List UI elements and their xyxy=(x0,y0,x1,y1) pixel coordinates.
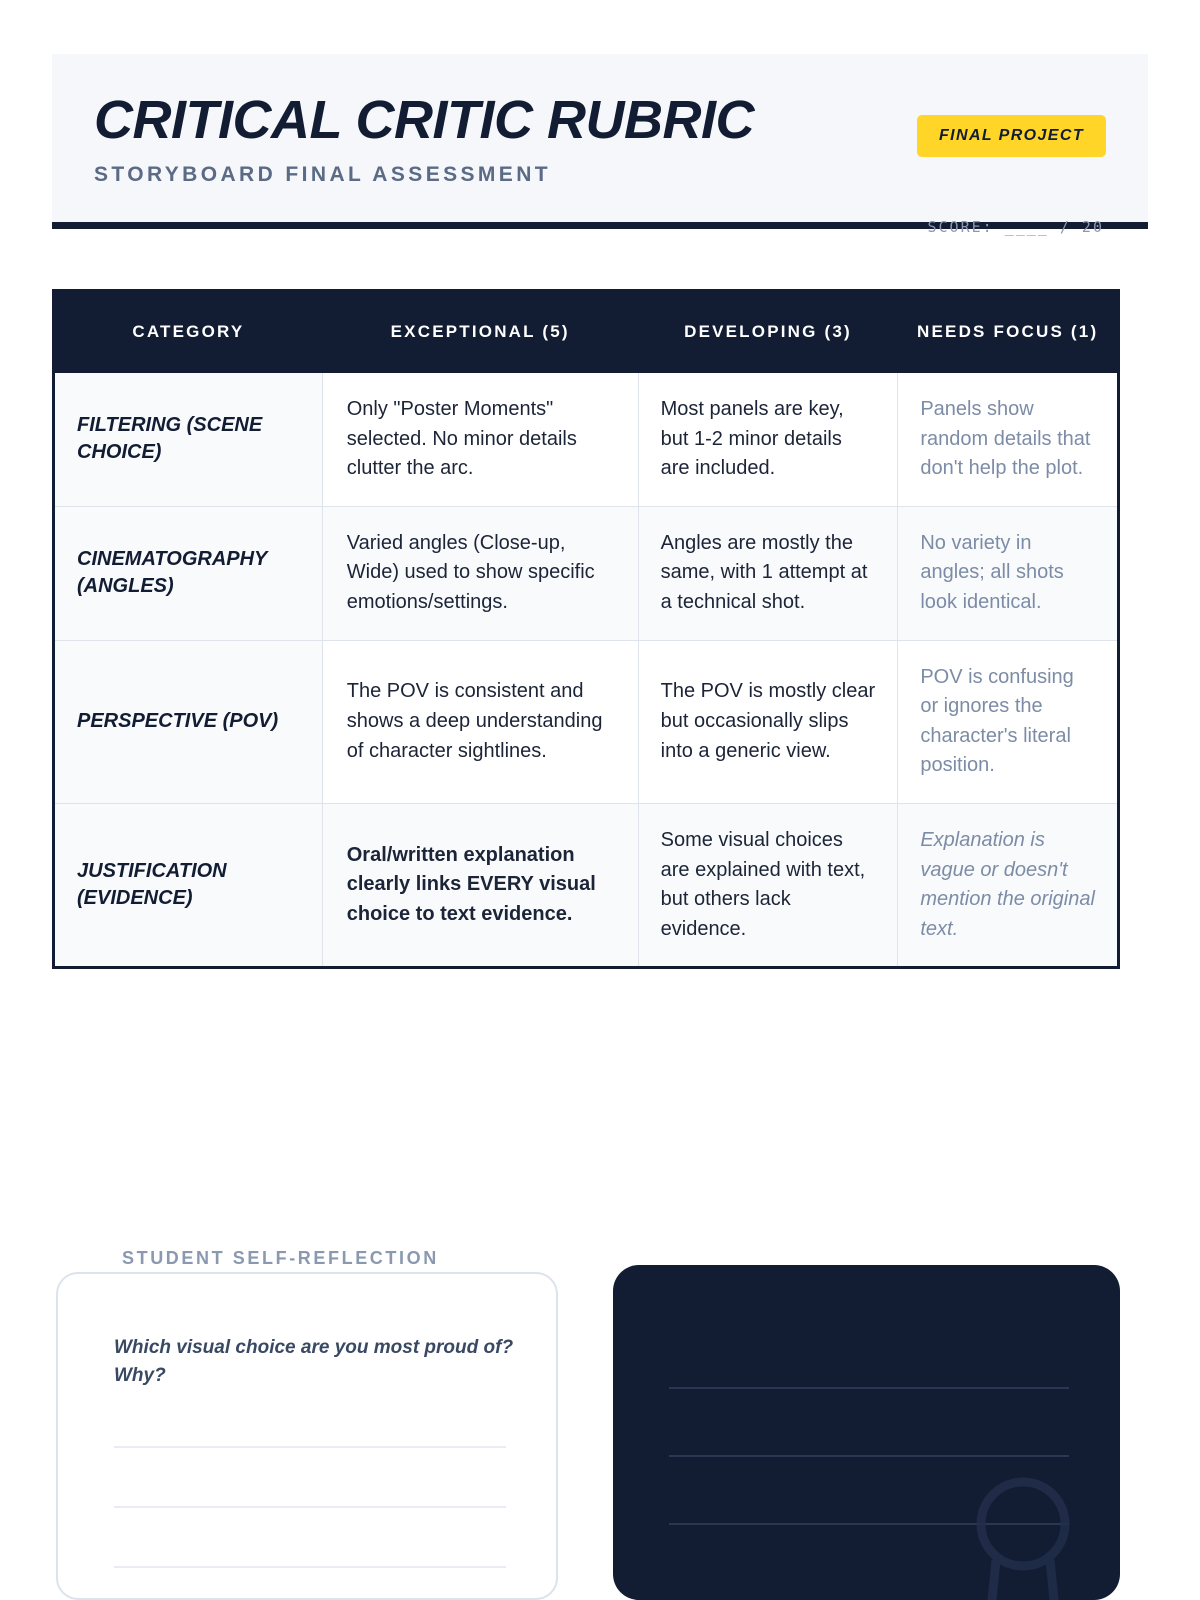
score-field[interactable]: SCORE: ____ / 20 xyxy=(927,218,1104,236)
table-header xyxy=(54,291,1119,373)
cell-category: CINEMATOGRAPHY (ANGLES) xyxy=(54,506,323,640)
self-reflection-label: STUDENT SELF-REFLECTION xyxy=(122,1248,439,1268)
table-row xyxy=(54,373,1119,507)
rubric-table xyxy=(52,289,1120,969)
cell-category: JUSTIFICATION (EVIDENCE) xyxy=(54,803,323,967)
teacher-notes-card[interactable] xyxy=(613,1265,1120,1600)
page-subtitle: STORYBOARD FINAL ASSESSMENT xyxy=(94,162,552,186)
table-row xyxy=(54,803,1119,967)
table-body xyxy=(54,373,1119,968)
writing-line xyxy=(669,1387,1069,1389)
column-header-category: CATEGORY xyxy=(54,291,323,373)
cell-developing[interactable]: Angles are mostly the same, with 1 attempt at a technical shot. xyxy=(638,506,898,640)
cell-needs-focus[interactable]: POV is confusing or ignores the character's literal position. xyxy=(898,640,1119,803)
cell-needs-focus[interactable]: No variety in angles; all shots look identical. xyxy=(898,506,1119,640)
award-seal-icon xyxy=(958,1472,1088,1600)
cell-exceptional[interactable]: Only "Poster Moments" selected. No minor details clutter the arc. xyxy=(322,373,638,507)
cell-needs-focus[interactable]: Panels show random details that don't help the plot. xyxy=(898,373,1119,507)
reflection-question: Which visual choice are you most proud of? Why? xyxy=(114,1337,514,1386)
cell-exceptional[interactable]: Varied angles (Close-up, Wide) used to show specific emotions/settings. xyxy=(322,506,638,640)
writing-line xyxy=(114,1446,506,1448)
cell-exceptional[interactable]: The POV is consistent and shows a deep understanding of character sightlines. xyxy=(322,640,638,803)
self-reflection-box[interactable] xyxy=(56,1272,558,1600)
page-header xyxy=(52,54,1148,236)
column-header-exceptional: EXCEPTIONAL (5) xyxy=(322,291,638,373)
cell-category: FILTERING (SCENE CHOICE) xyxy=(54,373,323,507)
cell-developing[interactable]: Some visual choices are explained with text, but others lack evidence. xyxy=(638,803,898,967)
writing-line xyxy=(669,1455,1069,1457)
writing-line xyxy=(114,1566,506,1568)
page-title: CRITICAL CRITIC RUBRIC xyxy=(94,90,754,150)
table-row xyxy=(54,640,1119,803)
cell-category: PERSPECTIVE (POV) xyxy=(54,640,323,803)
cell-developing[interactable]: Most panels are key, but 1-2 minor details are included. xyxy=(638,373,898,507)
table-row xyxy=(54,506,1119,640)
table-header-row xyxy=(54,291,1119,373)
cell-developing[interactable]: The POV is mostly clear but occasionally slips into a generic view. xyxy=(638,640,898,803)
column-header-developing: DEVELOPING (3) xyxy=(638,291,898,373)
cell-exceptional[interactable]: Oral/written explanation clearly links EVERY visual choice to text evidence. xyxy=(322,803,638,967)
cell-needs-focus[interactable]: Explanation is vague or doesn't mention the original text. xyxy=(898,803,1119,967)
column-header-needs-focus: NEEDS FOCUS (1) xyxy=(898,291,1119,373)
writing-line xyxy=(114,1506,506,1508)
status-badge: FINAL PROJECT xyxy=(917,115,1106,157)
